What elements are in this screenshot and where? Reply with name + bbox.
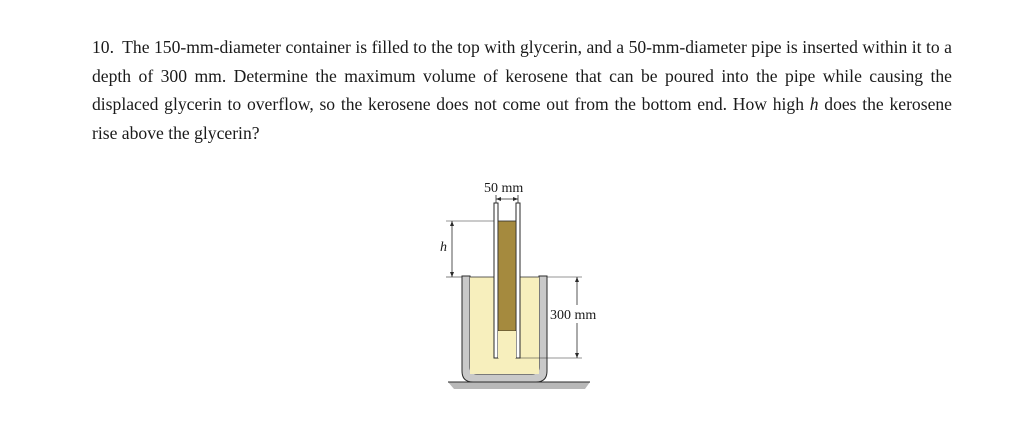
problem-text-part2: does the kerosene rise above the glycerin? [92, 94, 952, 143]
dim-depth-arrow-bottom [575, 353, 579, 358]
pipe-right-wall [516, 203, 520, 358]
dim-depth-arrow-top [575, 277, 579, 282]
pipe-left-wall [494, 203, 498, 358]
kerosene [498, 221, 516, 331]
dim-diameter-arrow-right [513, 197, 518, 201]
dim-h-arrow-bottom [450, 272, 454, 277]
problem-number: 10. [92, 37, 114, 57]
problem-statement [92, 33, 952, 147]
container-pipe-figure [440, 175, 620, 405]
problem-text-part1: The 150-mm-diameter container is filled to the top with glycerin, and a 50-mm-diameter pipe is inserted within it to a depth of 300 mm. Determine the maximum volume of kerosene that can be poured into the pipe while causing the displaced glycerin to overflow, so the kerosene does not come out from the bottom end. How high [92, 37, 952, 114]
ground [448, 382, 590, 389]
glycerin-in-pipe [498, 331, 516, 358]
label-depth: 300 mm [550, 308, 597, 323]
figure-drawing [440, 175, 620, 405]
dim-diameter-arrow-left [496, 197, 501, 201]
label-pipe-diameter: 50 mm [484, 181, 524, 196]
problem-variable-h: h [809, 94, 819, 114]
dim-h-arrow-top [450, 221, 454, 226]
label-h: h [440, 240, 447, 255]
